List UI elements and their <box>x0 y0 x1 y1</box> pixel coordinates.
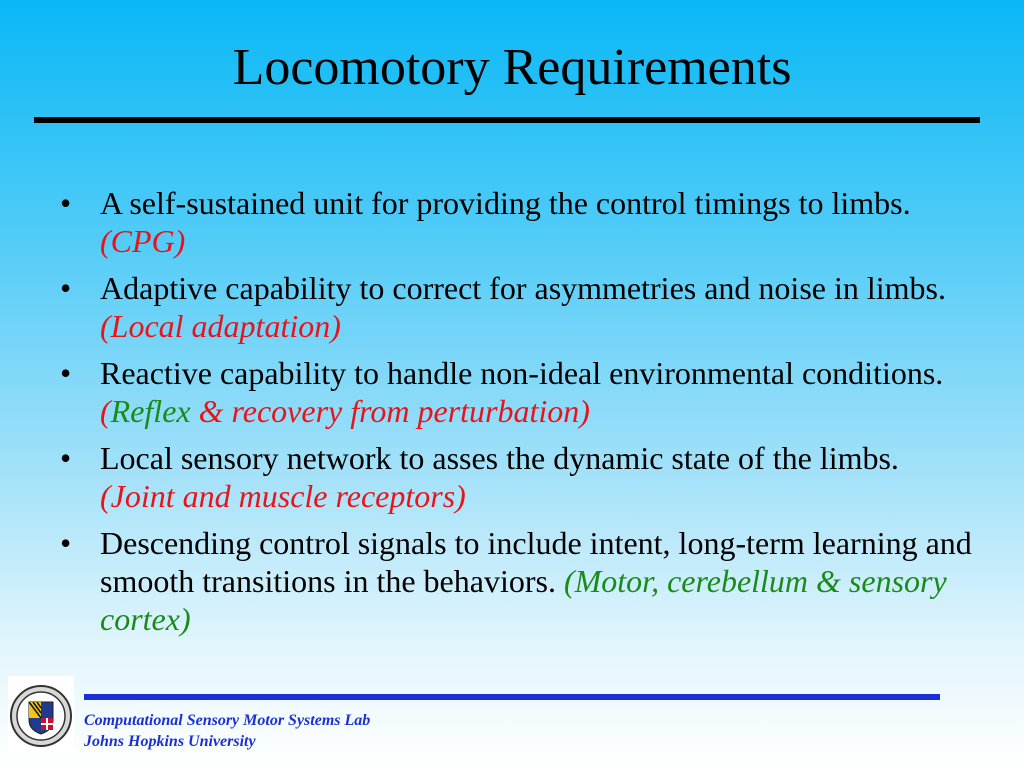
bullet-note-open: ( <box>100 393 111 429</box>
bullet-note-rest: & recovery from perturbation) <box>190 393 590 429</box>
bullet-text: Reactive capability to handle non-ideal environmental conditions. <box>100 355 944 391</box>
slide-title: Locomotory Requirements <box>232 39 792 96</box>
bullet-note: (Joint and muscle receptors) <box>100 478 466 514</box>
bullet-item <box>60 354 980 430</box>
bullet-text: Descending control signals to include intent, long-term learning and smooth transitions in the behaviors. <box>100 525 972 599</box>
bullet-note: (Local adaptation) <box>100 308 341 344</box>
bullet-note-green: Reflex <box>110 393 191 429</box>
bullet-note: (CPG) <box>100 223 186 259</box>
title-divider <box>34 117 980 123</box>
bullet-item <box>60 524 980 638</box>
footer-divider <box>84 694 940 700</box>
bullet-note: (Motor, cerebellum & sensory cortex) <box>100 563 947 637</box>
bullet-marker: • <box>60 440 72 476</box>
footer-credits <box>84 710 370 752</box>
bullet-list <box>60 184 980 647</box>
bullet-item <box>60 269 980 345</box>
bullet-marker: • <box>60 185 72 221</box>
bullet-item <box>60 439 980 515</box>
bullet-marker: • <box>60 270 72 306</box>
bullet-text: Adaptive capability to correct for asymmetries and noise in limbs. <box>100 270 946 306</box>
bullet-text: Local sensory network to asses the dynamic state of the limbs. <box>100 440 899 476</box>
bullet-marker: • <box>60 355 72 391</box>
bullet-marker: • <box>60 525 72 561</box>
university-seal-icon <box>8 676 74 756</box>
footer-university: Johns Hopkins University <box>84 733 256 750</box>
bullet-item <box>60 184 980 260</box>
bullet-text: A self-sustained unit for providing the control timings to limbs. <box>100 185 911 221</box>
footer-lab-name: Computational Sensory Motor Systems Lab <box>84 712 371 729</box>
